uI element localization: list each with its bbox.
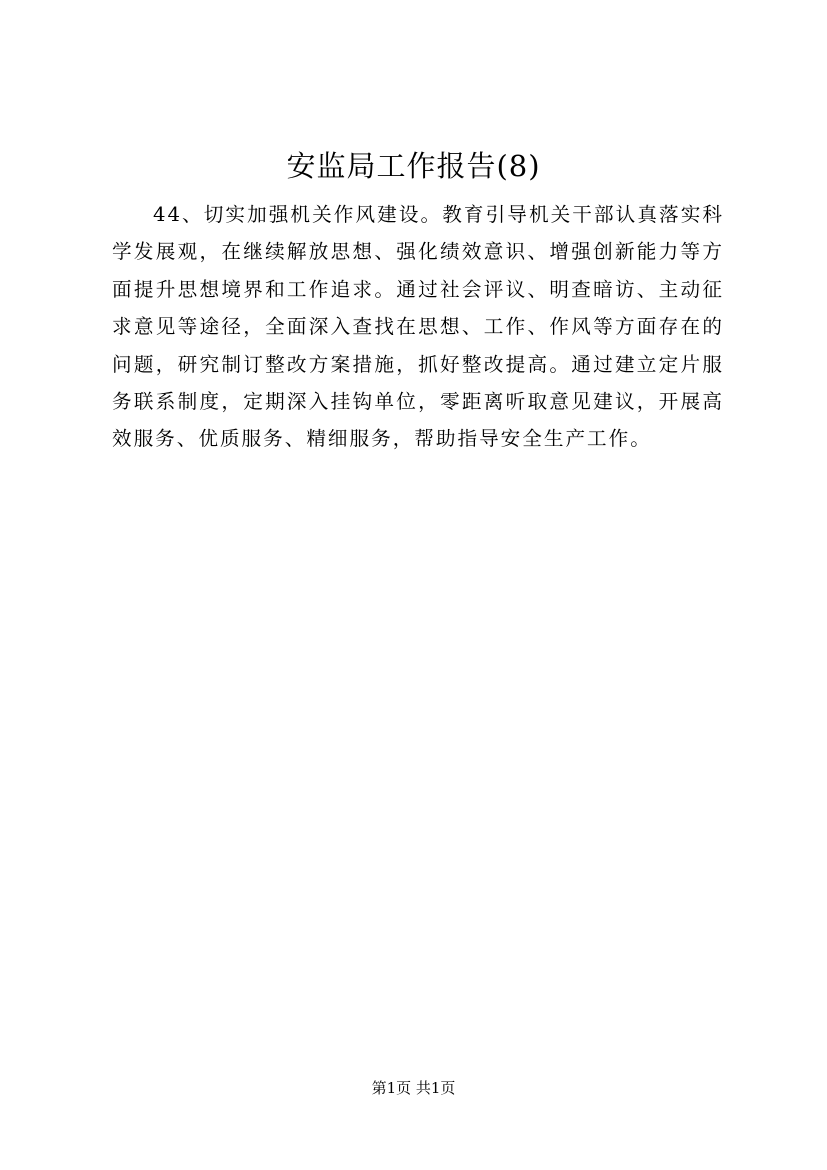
page-number-footer: 第1页 共1页	[371, 1079, 456, 1097]
body-paragraph: 44、切实加强机关作风建设。教育引导机关干部认真落实科学发展观，在继续解放思想、强化绩效意识、增强创新能力等方面提升思想境界和工作追求。通过社会评议、明查暗访、主动征求意见等途径，全面深入查找在思想、工作、作风等方面存在的问题，研究制订整改方案措施，抓好整改提高。通过建立定片服务联系制度，定期深入挂钩单位，零距离听取意见建议，开展高效服务、优质服务、精细服务，帮助指导安全生产工作。	[112, 203, 724, 451]
document-title: 安监局工作报告(8)	[286, 149, 541, 183]
